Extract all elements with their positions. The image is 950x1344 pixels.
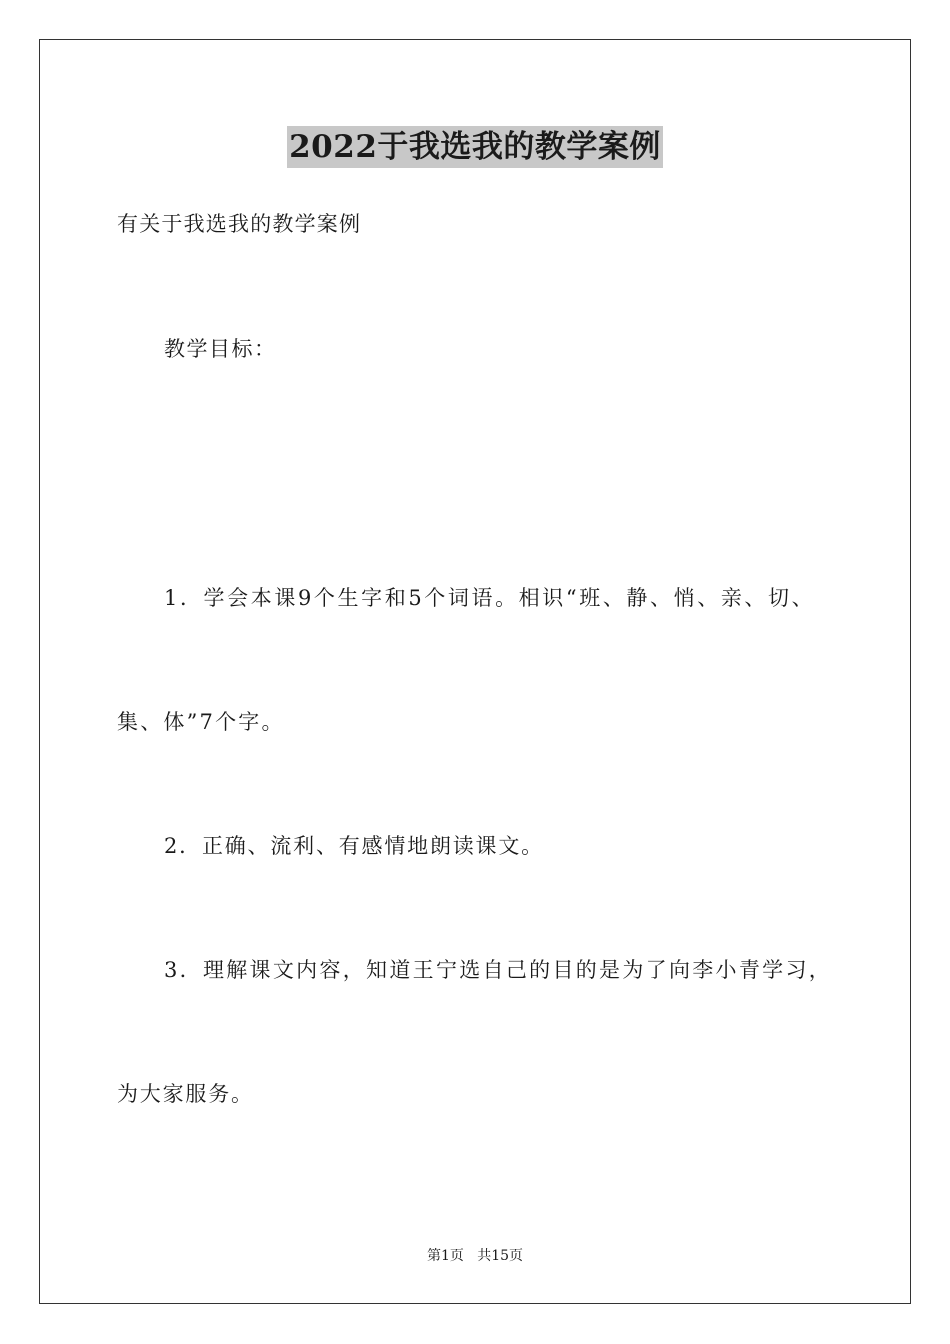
- page-footer: 第1页 共15页: [426, 1248, 524, 1264]
- document-title: 2022于我选我的教学案例: [287, 126, 663, 168]
- title-container: [0, 126, 950, 168]
- goal-item-2: 2．正确、流利、有感情地朗读课文。: [164, 834, 544, 858]
- goal-item-3-line-2: 为大家服务。: [117, 1082, 254, 1106]
- goal-item-3-line-1: 3．理解课文内容，知道王宁选自己的目的是为了向李小青学习，: [164, 958, 833, 982]
- document-subtitle: 有关于我选我的教学案例: [117, 212, 362, 236]
- goal-item-1-line-2: 集、体”7个字。: [117, 710, 285, 734]
- goals-heading: 教学目标：: [164, 337, 277, 361]
- goal-item-1-line-1: 1．学会本课9个生字和5个词语。相识“班、静、悄、亲、切、: [164, 586, 816, 610]
